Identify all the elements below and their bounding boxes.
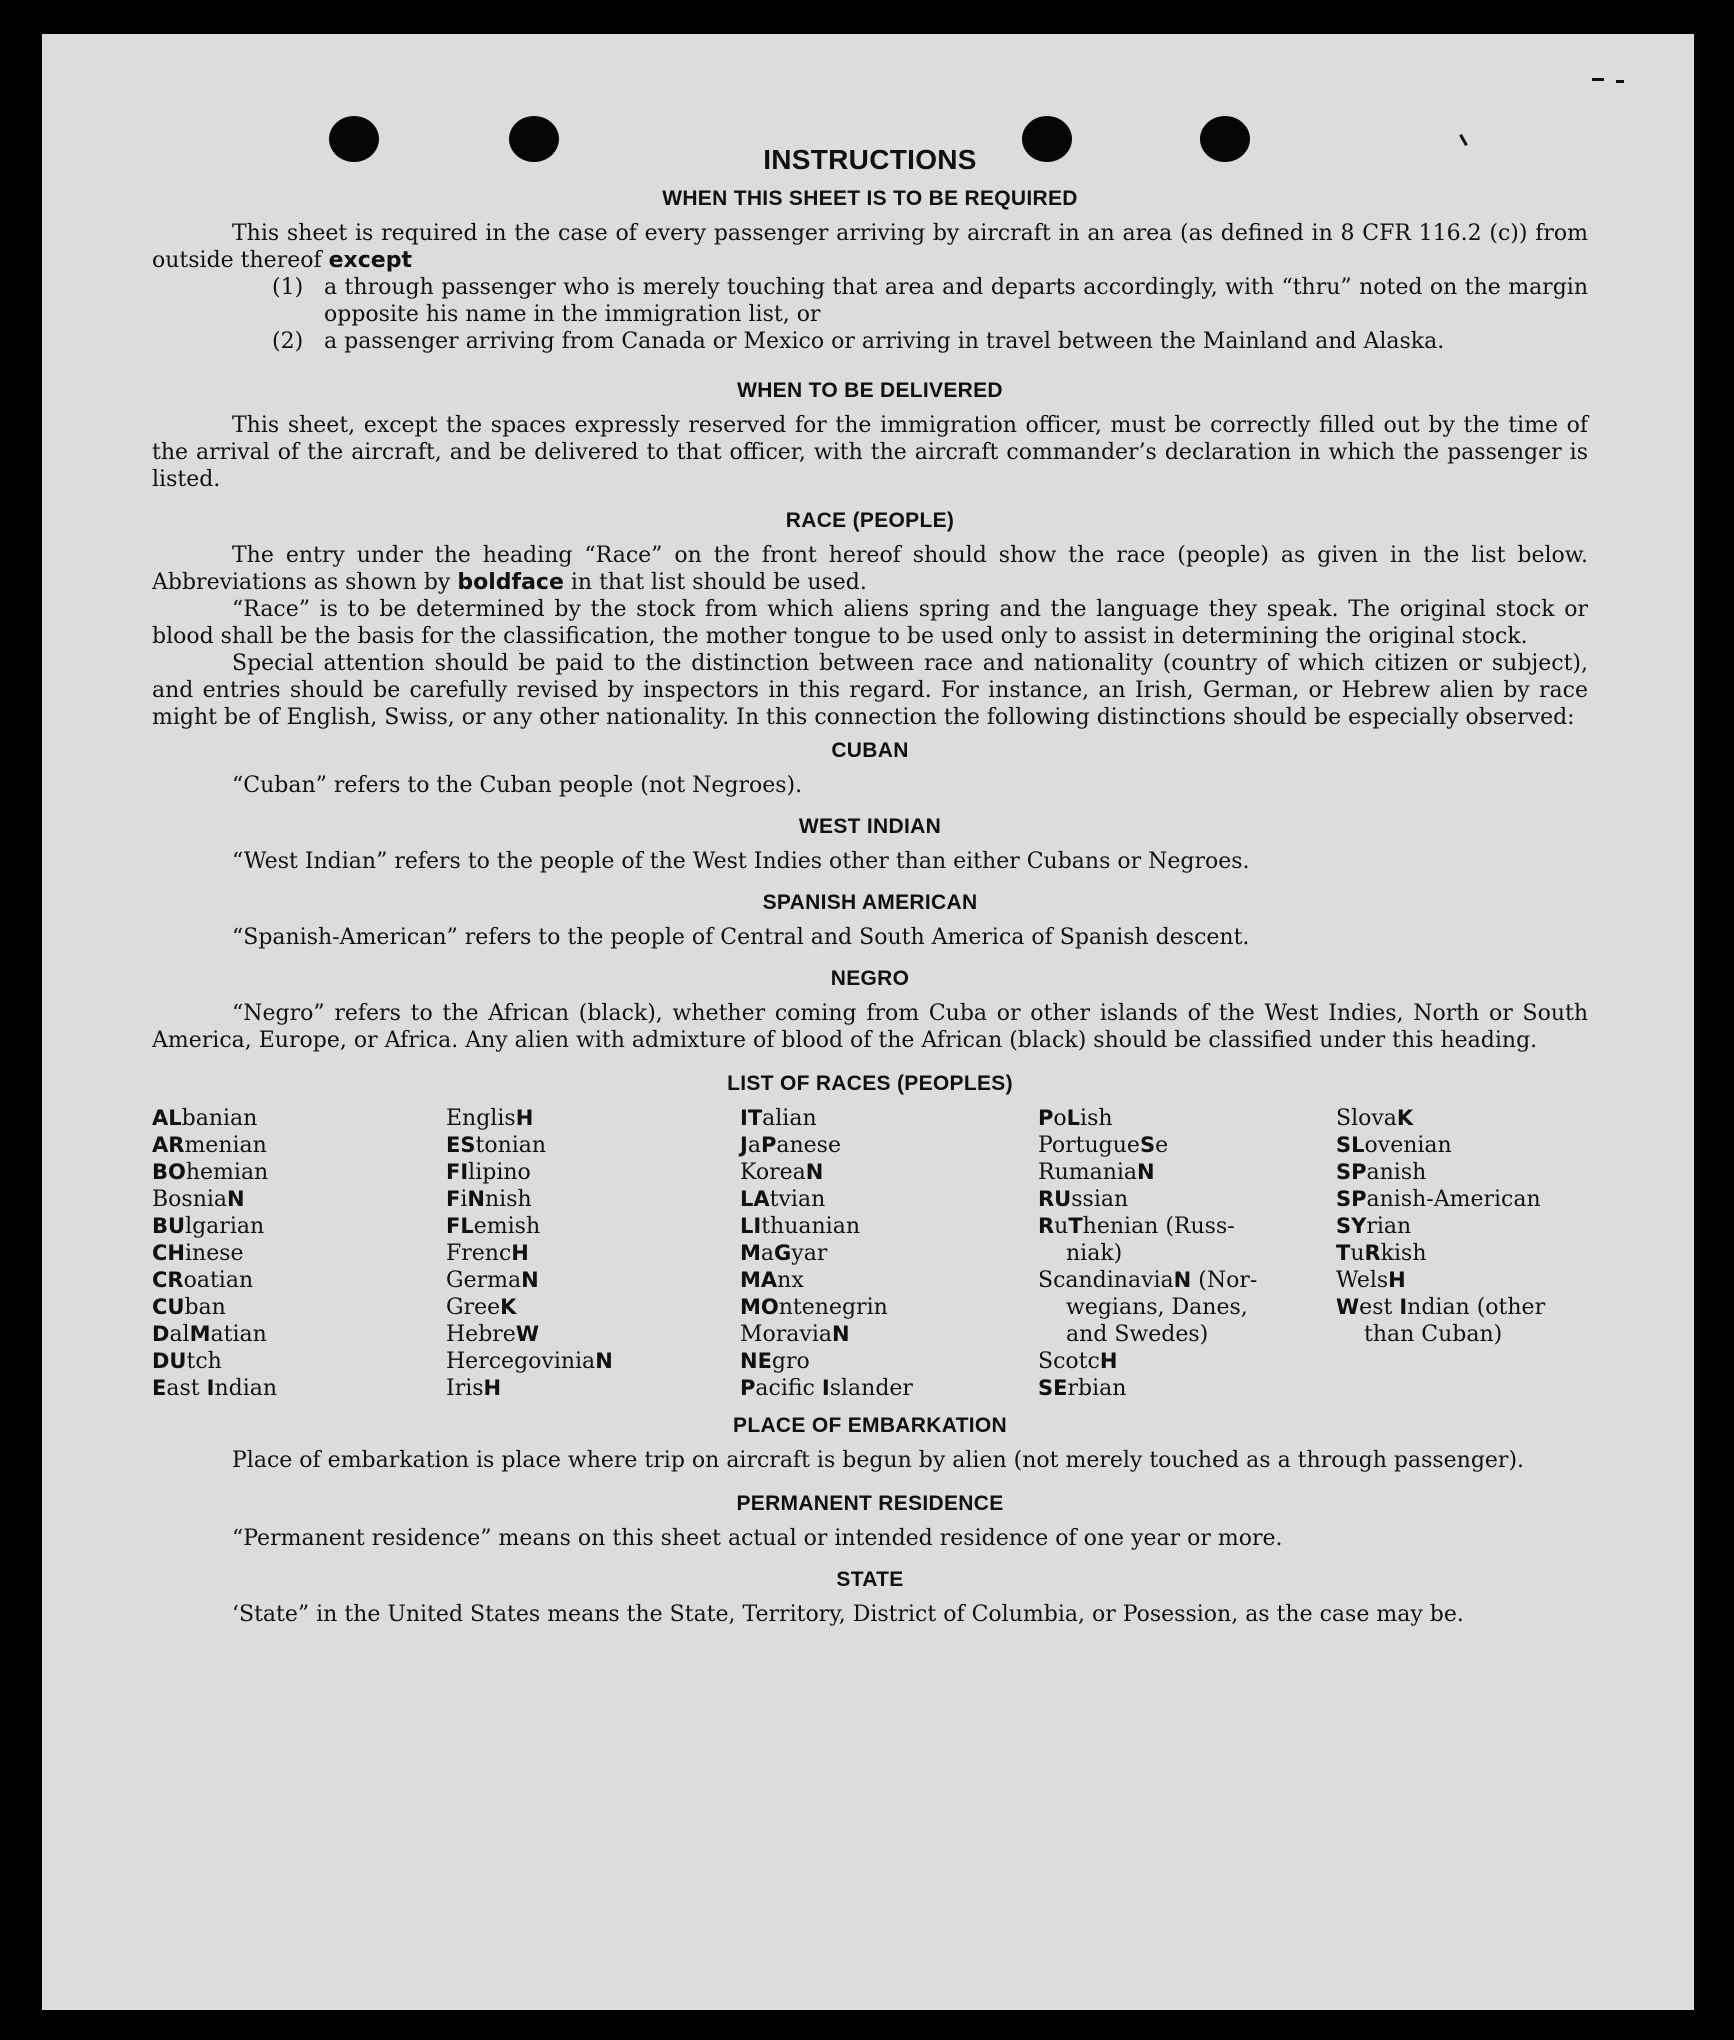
race-entry: FiNnish [446, 1187, 532, 1212]
paragraph-spanish-american: “Spanish-American” refers to the people of Central and South America of Spanish descent. [232, 925, 1250, 950]
speck [1592, 78, 1604, 81]
race-entry: CHinese [152, 1241, 244, 1266]
race-entry: DalMatian [152, 1322, 267, 1347]
race-entry: PoLish [1038, 1106, 1113, 1131]
race-entry: LIthuanian [740, 1214, 860, 1239]
race-entry: BOhemian [152, 1160, 269, 1185]
list-item: (1) a through passenger who is merely touching that area and departs accordingly, with “thru” noted on the margin opposite his name in the immigration list, or [272, 275, 1588, 327]
heading-list-of-races: LIST OF RACES (PEOPLES) [727, 1072, 1013, 1095]
heading-permanent-residence: PERMANENT RESIDENCE [736, 1492, 1004, 1515]
race-entry: ScandinaviaN (Nor- wegians, Danes, and Swedes) [1038, 1268, 1258, 1347]
page-title: INSTRUCTIONS [763, 144, 977, 175]
paragraph-state: ‘State” in the United States means the State, Territory, District of Columbia, or Posession, as the case may be. [232, 1602, 1464, 1627]
paragraph-race-3: Special attention should be paid to the distinction between race and nationality (country of which citizen or subject), and entries should be carefully revised by inspectors in this regard. For instance, an Irish, German, or Hebrew alien by race might be of English, Swiss, or any other nationality. In this connection the following distinctions should be especially observed: [152, 651, 1588, 730]
race-entry: HebreW [446, 1322, 539, 1347]
race-entry: SlovaK [1336, 1106, 1414, 1131]
race-entry: MoraviaN [740, 1322, 850, 1347]
race-entry: RUssian [1038, 1187, 1129, 1212]
race-entry: ALbanian [152, 1106, 258, 1131]
race-entry: IrisH [446, 1376, 502, 1401]
paragraph-when-required: This sheet is required in the case of every passenger arriving by aircraft in an area (as defined in 8 CFR 116.2 (c)) from outside thereof except [152, 221, 1588, 273]
race-entry: DUtch [152, 1349, 222, 1374]
race-column [1038, 1105, 1336, 1402]
heading-cuban: CUBAN [831, 739, 909, 762]
race-entry: ARmenian [152, 1133, 267, 1158]
race-entry: RumaniaN [1038, 1160, 1155, 1185]
race-entry: SErbian [1038, 1376, 1127, 1401]
race-entry: MaGyar [740, 1241, 828, 1266]
race-entry: BosniaN [152, 1187, 245, 1212]
speck [1616, 80, 1624, 83]
heading-when-delivered: WHEN TO BE DELIVERED [737, 379, 1003, 402]
paragraph-negro: “Negro” refers to the African (black), whether coming from Cuba or other islands of the West Indies, North or South America, Europe, or Africa. Any alien with admixture of blood of the African (black) should be classified under this heading. [152, 1001, 1588, 1053]
race-entry: East Indian [152, 1376, 278, 1401]
race-entry: KoreaN [740, 1160, 824, 1185]
race-entry: FLemish [446, 1214, 541, 1239]
race-entry: JaPanese [740, 1133, 841, 1158]
paragraph-west-indian: “West Indian” refers to the people of the West Indies other than either Cubans or Negroes. [232, 849, 1250, 874]
race-entry: BUlgarian [152, 1214, 265, 1239]
race-entry: GermaN [446, 1268, 539, 1293]
race-entry: NEgro [740, 1349, 810, 1374]
paragraph-embarkation: Place of embarkation is place where trip on aircraft is begun by alien (not merely touched as a through passenger). [232, 1448, 1525, 1473]
race-entry: SPanish [1336, 1160, 1427, 1185]
race-entry: CUban [152, 1295, 226, 1320]
race-entry: LAtvian [740, 1187, 826, 1212]
list-item: (2) a passenger arriving from Canada or Mexico or arriving in travel between the Mainland and Alaska. [272, 329, 1445, 354]
heading-when-required: WHEN THIS SHEET IS TO BE REQUIRED [662, 187, 1078, 210]
race-entry: PortugueSe [1038, 1133, 1169, 1158]
heading-spanish-american: SPANISH AMERICAN [762, 891, 978, 914]
race-entry: Pacific Islander [740, 1376, 913, 1401]
race-entry: ITalian [740, 1106, 817, 1131]
race-entry: CRoatian [152, 1268, 254, 1293]
race-entry: HercegoviniaN [446, 1349, 613, 1374]
paragraph-permanent-residence: “Permanent residence” means on this sheet actual or intended residence of one year or more. [232, 1526, 1283, 1551]
race-entry: ScotcH [1038, 1349, 1118, 1374]
paragraph-race-2: “Race” is to be determined by the stock from which aliens spring and the language they speak. The original stock or blood shall be the basis for the classification, the mother tongue to be used only to assist in determining the original stock. [152, 597, 1588, 649]
race-entry: West Indian (other than Cuban) [1336, 1295, 1546, 1347]
heading-race: RACE (PEOPLE) [785, 509, 955, 532]
race-column [1336, 1105, 1588, 1402]
race-entry: GreeK [446, 1295, 517, 1320]
race-entry: WelsH [1336, 1268, 1406, 1293]
race-entry: MOntenegrin [740, 1295, 888, 1320]
race-entry: TuRkish [1336, 1241, 1427, 1266]
race-list [152, 1105, 1588, 1402]
race-column [152, 1105, 446, 1402]
race-entry: SPanish-American [1336, 1187, 1541, 1212]
instructions-body [152, 142, 1588, 1628]
race-entry: SYrian [1336, 1214, 1412, 1239]
race-column [446, 1105, 740, 1402]
race-entry: MAnx [740, 1268, 804, 1293]
race-entry: SLovenian [1336, 1133, 1452, 1158]
race-column [740, 1105, 1038, 1402]
heading-embarkation: PLACE OF EMBARKATION [733, 1414, 1007, 1437]
paragraph-when-delivered: This sheet, except the spaces expressly reserved for the immigration officer, must be correctly filled out by the time of the arrival of the aircraft, and be delivered to that officer, with the aircraft commander’s declaration in which the passenger is listed. [152, 413, 1588, 492]
race-entry: EStonian [446, 1133, 547, 1158]
paragraph-cuban: “Cuban” refers to the Cuban people (not Negroes). [232, 773, 803, 798]
heading-state: STATE [836, 1568, 904, 1591]
race-entry: RuThenian (Russ- niak) [1038, 1214, 1235, 1266]
heading-negro: NEGRO [830, 967, 910, 990]
race-entry: EnglisH [446, 1106, 534, 1131]
paragraph-race-1: The entry under the heading “Race” on the front hereof should show the race (people) as given in the list below. Abbreviations as shown by boldface in that list should be used. [152, 543, 1588, 595]
race-entry: FrencH [446, 1241, 529, 1266]
race-entry: FIlipino [446, 1160, 531, 1185]
heading-west-indian: WEST INDIAN [798, 815, 942, 838]
